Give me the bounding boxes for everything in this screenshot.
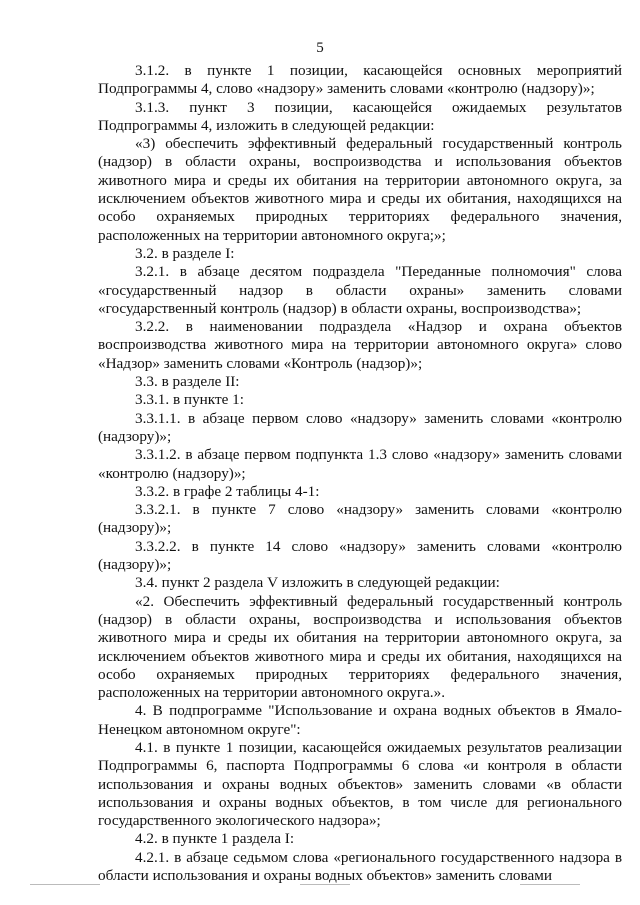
paragraph: 4.1. в пункте 1 позиции, касающейся ожидаемых результатов реализации Подпрограммы 6, паспорта Подпрограммы 6 слова «и контроля в области использования и охраны водных объектов» заменить словами «в области использования и охраны водных объектов, в том числе для регионального государственного экологического надзора»; <box>98 738 622 830</box>
paragraph: «2. Обеспечить эффективный федеральный государственный контроль (надзор) в области охраны, воспроизводства и использования объектов животного мира и среды их обитания на территории автономного округа, за исключением объектов животного мира и среды их обитания, находящихся на особо охраняемых природных территориях федерального значения, расположенных на территории автономного округа.». <box>98 592 622 702</box>
document-body <box>98 62 622 885</box>
paragraph: 3.1.3. пункт 3 позиции, касающейся ожидаемых результатов Подпрограммы 4, изложить в следующей редакции: <box>98 98 622 134</box>
scan-artifact-line <box>300 884 350 885</box>
paragraph: 3.4. пункт 2 раздела V изложить в следующей редакции: <box>135 574 500 592</box>
paragraph: 3.3.1. в пункте 1: <box>135 391 244 409</box>
paragraph: 3.3. в разделе II: <box>135 373 240 391</box>
paragraph: «3) обеспечить эффективный федеральный государственный контроль (надзор) в области охраны, воспроизводства и использования объектов животного мира и среды их обитания на территории автономного округа, за исключением объектов животного мира и среды их обитания, находящихся на особо охраняемых природных территориях федерального значения, расположенных на территории автономного округа;»; <box>98 135 622 244</box>
page-number: 5 <box>316 40 324 56</box>
paragraph: 3.3.2.2. в пункте 14 слово «надзору» заменить словами «контролю (надзору)»; <box>98 537 622 574</box>
paragraph: 3.2.1. в абзаце десятом подраздела "Переданные полномочия" слова «государственный надзор в области охраны» заменить словами «государственный контроль (надзор) в области охраны, воспроизводства»; <box>98 263 622 317</box>
paragraph: 3.2.2. в наименовании подраздела «Надзор и охрана объектов воспроизводства животного мира на территории автономного округа» слово «Надзор» заменить словами «Контроль (надзор)»; <box>98 318 622 372</box>
paragraph: 3.3.2. в графе 2 таблицы 4-1: <box>135 482 320 500</box>
scan-artifact-line <box>520 884 580 885</box>
paragraph: 3.3.1.1. в абзаце первом слово «надзору» заменить словами «контролю (надзору)»; <box>98 409 622 445</box>
paragraph: 4.2.1. в абзаце седьмом слова «регионального государственного надзора в области использования и охраны водных объектов» заменить словами <box>98 848 622 885</box>
paragraph: 3.3.2.1. в пункте 7 слово «надзору» заменить словами «контролю (надзору)»; <box>98 501 622 537</box>
paragraph: 3.2. в разделе I: <box>135 244 235 262</box>
paragraph: 3.1.2. в пункте 1 позиции, касающейся основных мероприятий Подпрограммы 4, слово «надзору» заменить словами «контролю (надзору)»; <box>98 62 622 98</box>
scan-artifact-line <box>30 884 100 885</box>
paragraph: 3.3.1.2. в абзаце первом подпункта 1.3 слово «надзору» заменить словами «контролю (надзору)»; <box>98 446 622 482</box>
paragraph: 4.2. в пункте 1 раздела I: <box>135 830 295 848</box>
paragraph: 4. В подпрограмме "Использование и охрана водных объектов в Ямало-Ненецком автономном округе": <box>98 702 622 738</box>
